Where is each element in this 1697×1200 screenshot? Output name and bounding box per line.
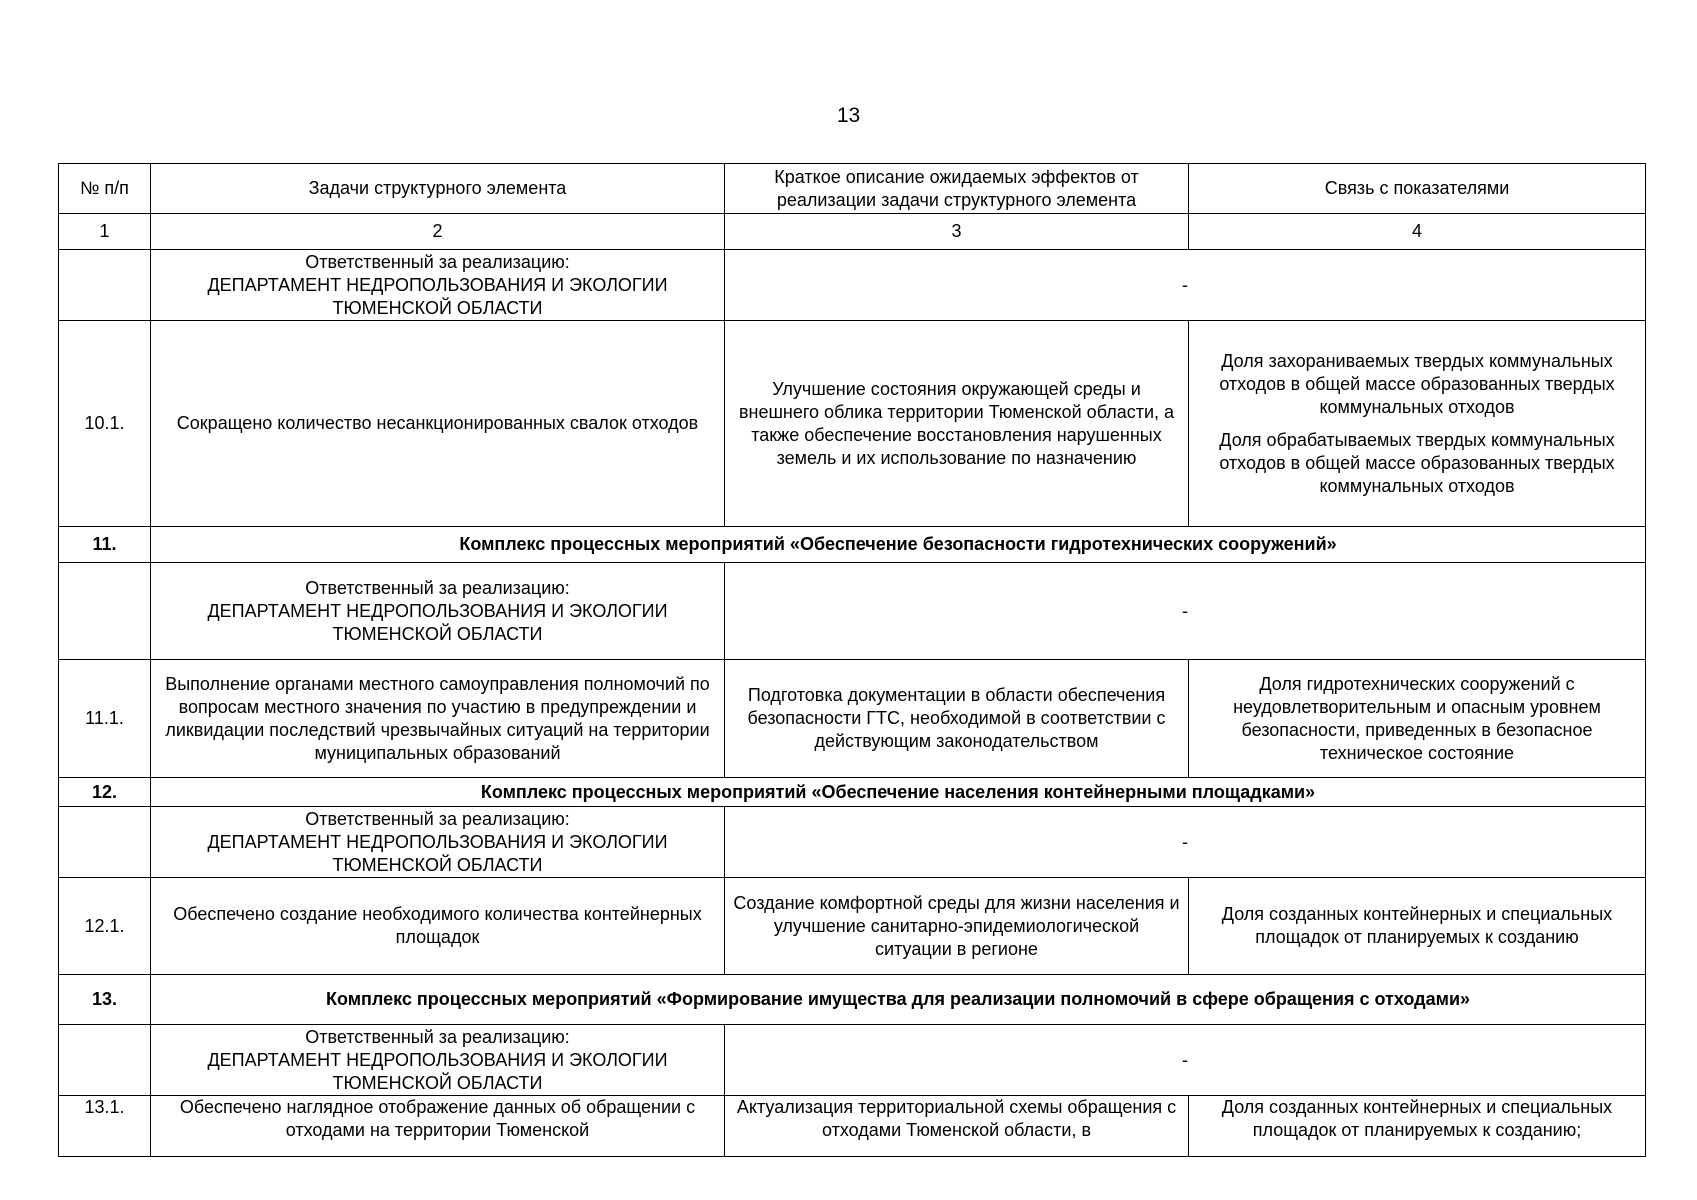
indicator-text: Доля захораниваемых твердых коммунальных отходов в общей массе образованных твердых коммунальных отходов <box>1219 350 1615 417</box>
header-number: № п/п <box>59 164 151 214</box>
indicator-cell: Доля созданных контейнерных и специальных площадок от планируемых к созданию; <box>1189 1096 1646 1157</box>
responsible-department: ДЕПАРТАМЕНТ НЕДРОПОЛЬЗОВАНИЯ И ЭКОЛОГИИ <box>207 1049 668 1070</box>
column-numbers-row <box>59 214 1646 250</box>
responsible-cell <box>151 807 725 878</box>
section-row <box>59 975 1646 1025</box>
responsible-region: ТЮМЕНСКОЙ ОБЛАСТИ <box>332 1072 543 1093</box>
row-number: 13.1. <box>59 1096 151 1157</box>
description-cell: Актуализация территориальной схемы обращения с отходами Тюменской области, в <box>725 1096 1189 1157</box>
responsible-row <box>59 250 1646 321</box>
table-header-row <box>59 164 1646 214</box>
col-number-1: 1 <box>59 214 151 250</box>
header-indicators: Связь с показателями <box>1189 164 1646 214</box>
responsible-department: ДЕПАРТАМЕНТ НЕДРОПОЛЬЗОВАНИЯ И ЭКОЛОГИИ <box>207 831 668 852</box>
responsible-label: Ответственный за реализацию: <box>305 1026 570 1047</box>
col-number-3: 3 <box>725 214 1189 250</box>
empty-cell <box>59 807 151 878</box>
responsible-label: Ответственный за реализацию: <box>305 808 570 829</box>
description-cell: Подготовка документации в области обеспечения безопасности ГТС, необходимой в соответствии с действующим законодательством <box>725 660 1189 778</box>
col-number-4: 4 <box>1189 214 1646 250</box>
table-row <box>59 321 1646 527</box>
responsible-department: ДЕПАРТАМЕНТ НЕДРОПОЛЬЗОВАНИЯ И ЭКОЛОГИИ <box>207 600 668 621</box>
header-description: Краткое описание ожидаемых эффектов от реализации задачи структурного элемента <box>725 164 1189 214</box>
section-title: Комплекс процессных мероприятий «Обеспечение безопасности гидротехнических сооружений» <box>151 527 1646 563</box>
section-title: Комплекс процессных мероприятий «Формирование имущества для реализации полномочий в сфере обращения с отходами» <box>151 975 1646 1025</box>
dash-cell: - <box>725 1025 1646 1096</box>
task-cell: Выполнение органами местного самоуправления полномочий по вопросам местного значения по участию в предупреждении и ликвидации последствий чрезвычайных ситуаций на территории муниципальных образований <box>151 660 725 778</box>
section-title: Комплекс процессных мероприятий «Обеспечение населения контейнерными площадками» <box>151 778 1646 807</box>
indicator-cell: Доля созданных контейнерных и специальных площадок от планируемых к созданию <box>1189 878 1646 975</box>
indicator-cell <box>1189 321 1646 527</box>
responsible-row <box>59 1025 1646 1096</box>
task-cell: Сокращено количество несанкционированных свалок отходов <box>151 321 725 527</box>
table-row <box>59 1096 1646 1157</box>
section-row <box>59 527 1646 563</box>
dash-cell: - <box>725 807 1646 878</box>
responsible-label: Ответственный за реализацию: <box>305 251 570 272</box>
responsible-label: Ответственный за реализацию: <box>305 577 570 598</box>
section-number: 13. <box>59 975 151 1025</box>
indicator-cell: Доля гидротехнических сооружений с неудовлетворительным и опасным уровнем безопасности, приведенных в безопасное техническое состояние <box>1189 660 1646 778</box>
row-number: 11.1. <box>59 660 151 778</box>
row-number: 10.1. <box>59 321 151 527</box>
indicator-text: Доля обрабатываемых твердых коммунальных отходов в общей массе образованных твердых коммунальных отходов <box>1219 429 1615 496</box>
dash-cell: - <box>725 250 1646 321</box>
responsible-region: ТЮМЕНСКОЙ ОБЛАСТИ <box>332 297 543 318</box>
empty-cell <box>59 250 151 321</box>
task-cell: Обеспечено наглядное отображение данных об обращении с отходами на территории Тюменской <box>151 1096 725 1157</box>
description-cell: Создание комфортной среды для жизни населения и улучшение санитарно-эпидемиологической ситуации в регионе <box>725 878 1189 975</box>
section-number: 11. <box>59 527 151 563</box>
responsible-region: ТЮМЕНСКОЙ ОБЛАСТИ <box>332 854 543 875</box>
dash-cell: - <box>725 563 1646 660</box>
col-number-2: 2 <box>151 214 725 250</box>
page-number: 13 <box>836 104 861 127</box>
section-number: 12. <box>59 778 151 807</box>
responsible-cell <box>151 250 725 321</box>
responsible-cell <box>151 1025 725 1096</box>
responsible-cell <box>151 563 725 660</box>
responsible-region: ТЮМЕНСКОЙ ОБЛАСТИ <box>332 623 543 644</box>
table-row <box>59 660 1646 778</box>
row-number: 12.1. <box>59 878 151 975</box>
program-tasks-table <box>58 163 1646 1157</box>
responsible-department: ДЕПАРТАМЕНТ НЕДРОПОЛЬЗОВАНИЯ И ЭКОЛОГИИ <box>207 274 668 295</box>
responsible-row <box>59 807 1646 878</box>
empty-cell <box>59 563 151 660</box>
description-cell: Улучшение состояния окружающей среды и внешнего облика территории Тюменской области, а также обеспечение восстановления нарушенных земель и их использование по назначению <box>725 321 1189 527</box>
empty-cell <box>59 1025 151 1096</box>
responsible-row <box>59 563 1646 660</box>
table-row <box>59 878 1646 975</box>
section-row <box>59 778 1646 807</box>
header-tasks: Задачи структурного элемента <box>151 164 725 214</box>
task-cell: Обеспечено создание необходимого количества контейнерных площадок <box>151 878 725 975</box>
